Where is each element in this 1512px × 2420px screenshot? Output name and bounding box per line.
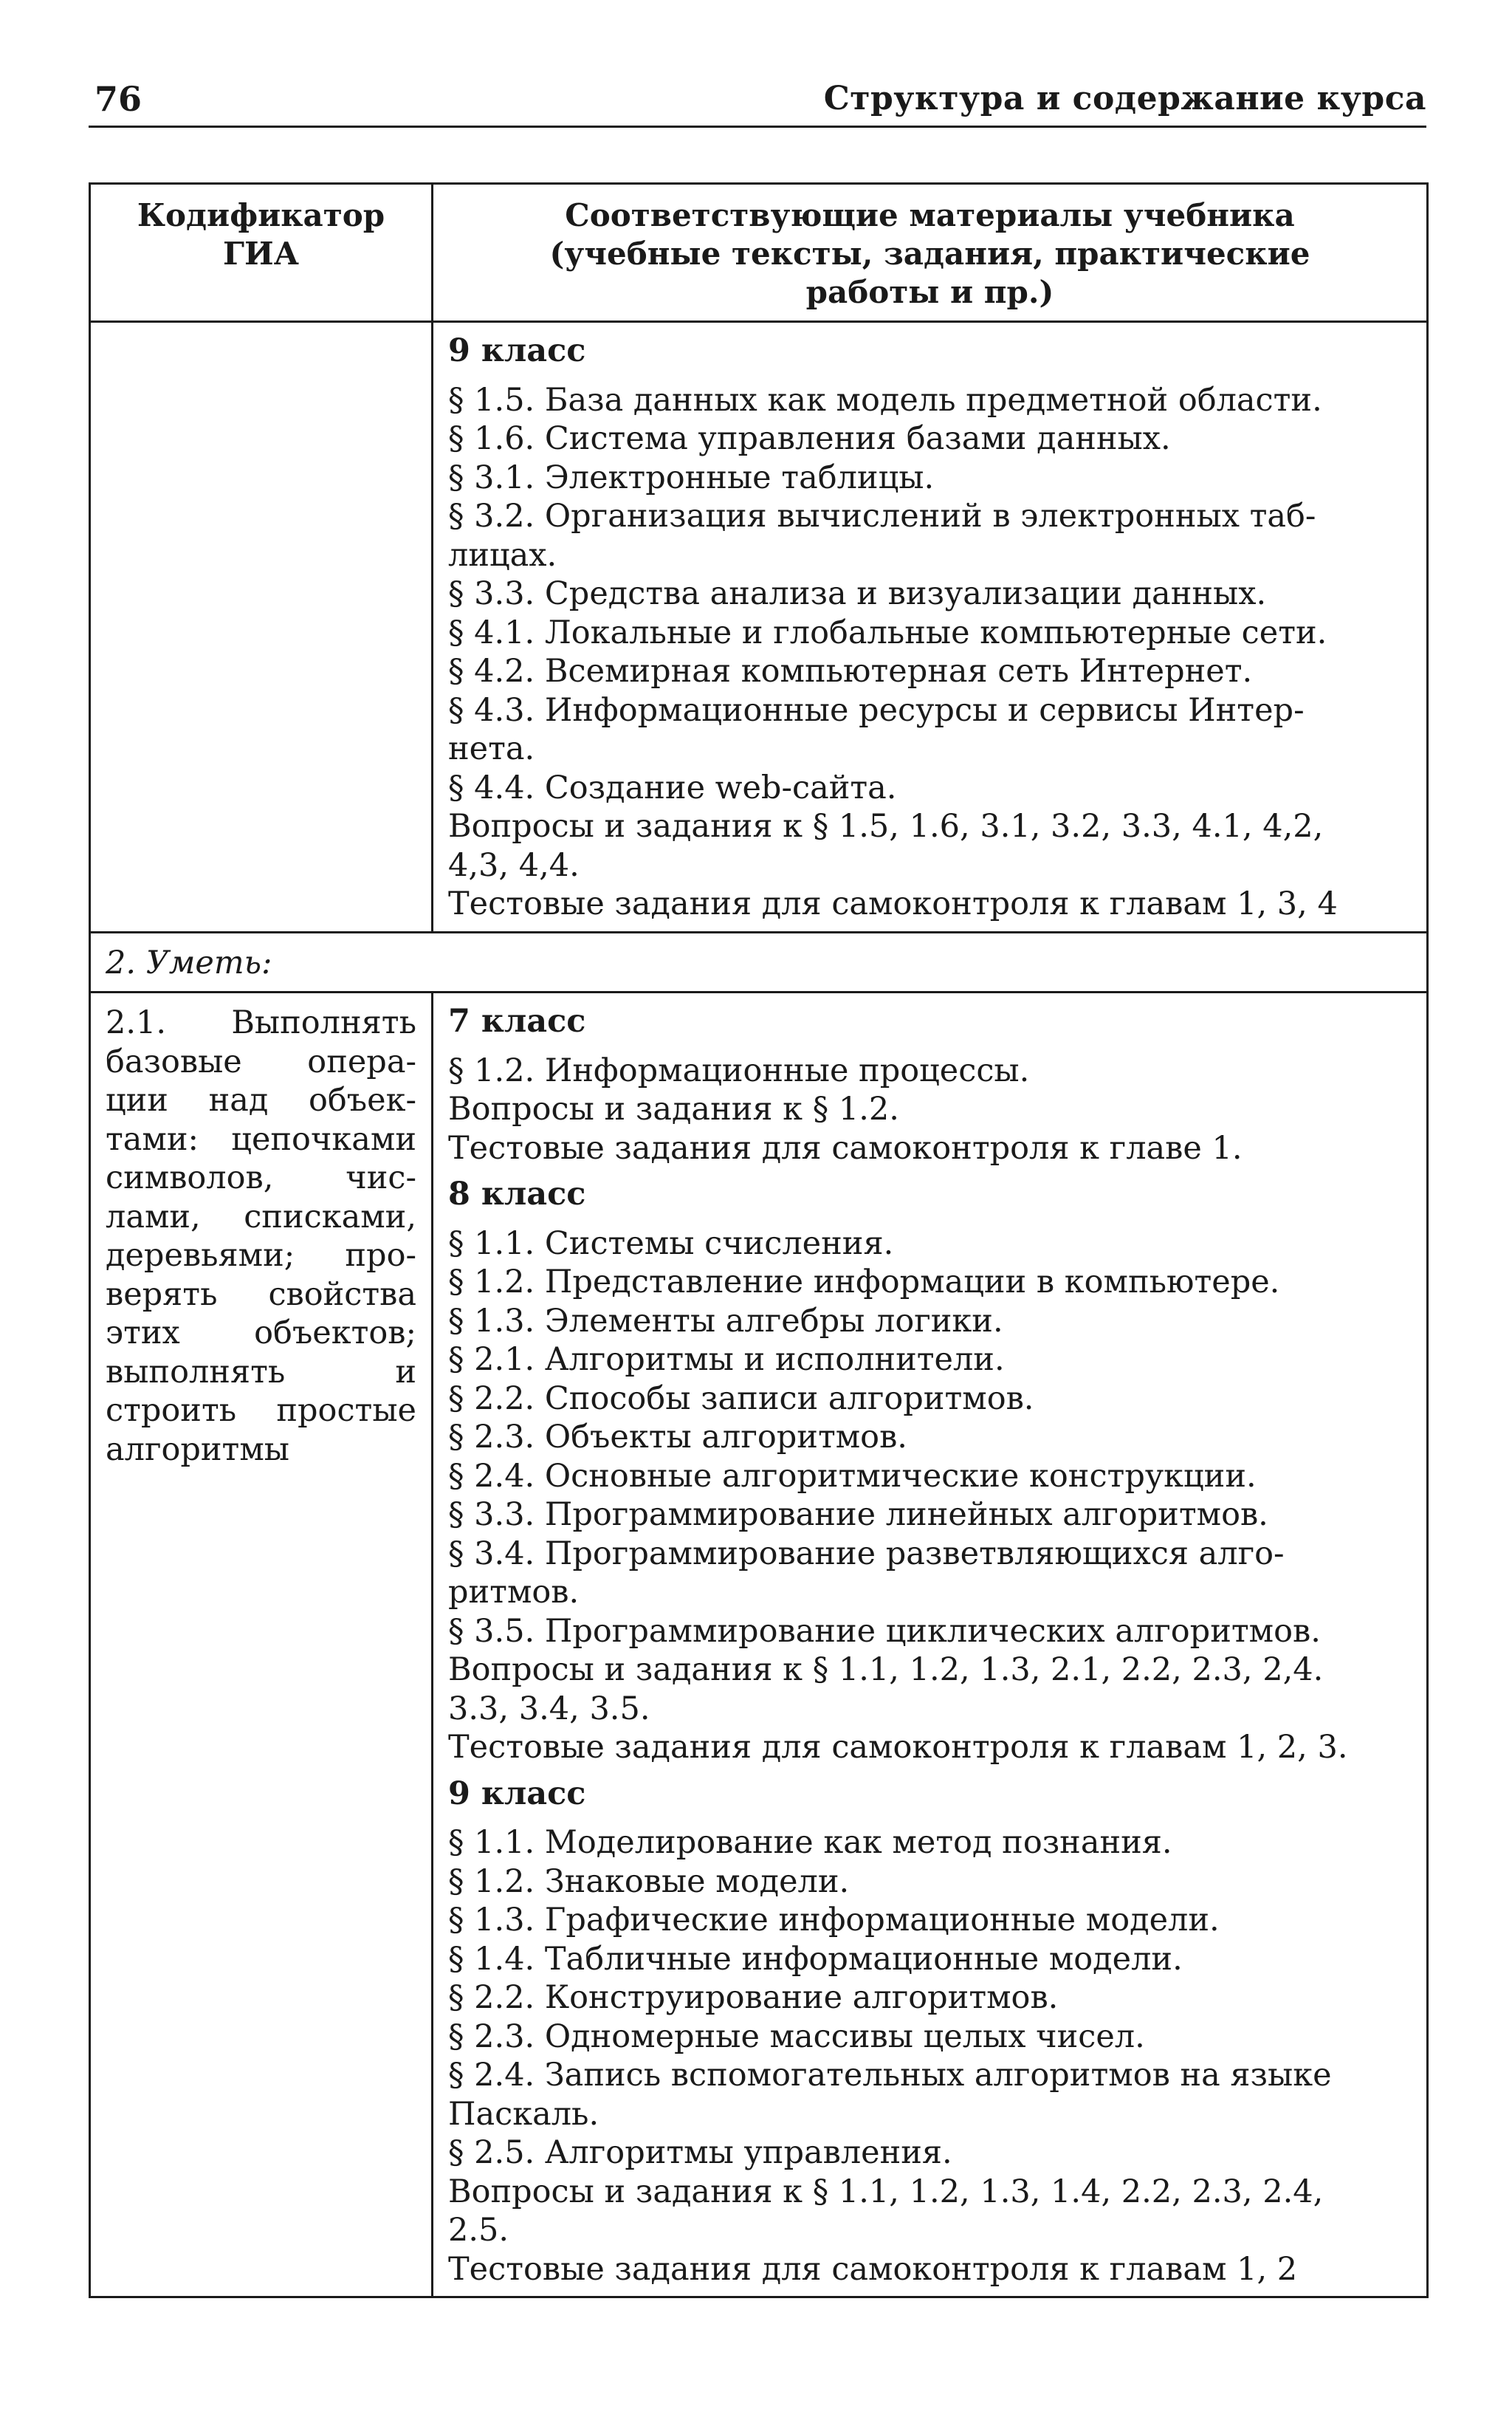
- material-line: Вопросы и задания к § 1.1, 1.2, 1.3, 1.4, 2.2, 2.3, 2.4,: [448, 2173, 1324, 2210]
- material-line: § 2.2. Конструирование алгоритмов.: [448, 1979, 1059, 2016]
- material-line: 2.5.: [448, 2212, 509, 2249]
- material-line: Вопросы и задания к § 1.2.: [448, 1091, 899, 1128]
- material-line: § 1.3. Элементы алгебры логики.: [448, 1302, 1003, 1340]
- material-line: § 1.1. Моделирование как метод познания.: [448, 1824, 1172, 1861]
- material-line: § 4.2. Всемирная компьютерная сеть Интернет.: [448, 653, 1253, 690]
- table-row: [90, 322, 1428, 933]
- grade-heading: 7 класс: [448, 1003, 586, 1040]
- material-line: Тестовые задания для самоконтроля к главе 1.: [448, 1129, 1243, 1167]
- material-line: лицах.: [448, 536, 557, 574]
- material-line: § 2.4. Основные алгоритмические конструкции.: [448, 1457, 1257, 1495]
- material-line: § 4.4. Создание web-сайта.: [448, 769, 897, 806]
- grade-heading: 9 класс: [448, 332, 586, 369]
- material-line: Тестовые задания для самоконтроля к главам 1, 3, 4: [448, 885, 1338, 922]
- column-header-materials: [433, 184, 1428, 322]
- table-row: [90, 993, 1428, 2297]
- column-header-codifier: [90, 184, 433, 322]
- header-line: Соответствующие материалы учебника: [565, 197, 1295, 233]
- running-head: [89, 72, 1426, 128]
- skill-line: выполнять и: [106, 1353, 416, 1391]
- material-line: § 1.6. Система управления базами данных.: [448, 420, 1171, 457]
- header-line: работы и пр.): [805, 274, 1054, 310]
- materials-cell: [433, 322, 1428, 933]
- material-line: Вопросы и задания к § 1.1, 1.2, 1.3, 2.1, 2.2, 2.3, 2,4.: [448, 1651, 1324, 1688]
- material-line: § 2.2. Способы записи алгоритмов.: [448, 1379, 1034, 1417]
- section-row: [90, 932, 1428, 993]
- page-number: 76: [94, 79, 142, 119]
- skill-line: ции над объек-: [106, 1082, 416, 1119]
- material-line: § 4.1. Локальные и глобальные компьютерные сети.: [448, 614, 1327, 651]
- material-line: § 1.1. Системы счисления.: [448, 1224, 894, 1262]
- material-line: § 2.1. Алгоритмы и исполнители.: [448, 1341, 1005, 1378]
- material-line: § 2.3. Объекты алгоритмов.: [448, 1419, 907, 1456]
- skill-line: строить простые: [106, 1392, 416, 1429]
- material-line: § 1.2. Знаковые модели.: [448, 1862, 850, 1900]
- material-line: § 3.5. Программирование циклических алгоритмов.: [448, 1612, 1321, 1650]
- grade-heading: 8 класс: [448, 1176, 586, 1213]
- empty-codifier-cell: [90, 322, 433, 933]
- header-line: Кодификатор: [137, 197, 385, 233]
- skill-line: этих объектов;: [106, 1314, 416, 1351]
- skill-line: верять свойства: [106, 1275, 416, 1313]
- material-line: нета.: [448, 730, 535, 767]
- material-line: ритмов.: [448, 1574, 580, 1611]
- materials-list: [448, 1052, 1412, 1168]
- material-line: § 1.4. Табличные информационные модели.: [448, 1940, 1183, 1978]
- material-line: § 2.5. Алгоритмы управления.: [448, 2134, 952, 2171]
- skill-line: алгоритмы: [106, 1430, 290, 1468]
- material-line: § 1.3. Графические информационные модели.: [448, 1902, 1220, 1939]
- skill-line: тами: цепочками: [106, 1120, 416, 1158]
- material-line: § 4.3. Информационные ресурсы и сервисы Интер-: [448, 691, 1305, 729]
- materials-list: [448, 1224, 1412, 1767]
- material-line: § 1.2. Представление информации в компьютере.: [448, 1264, 1280, 1300]
- material-line: § 1.2. Информационные процессы.: [448, 1052, 1030, 1089]
- skill-line: символов, чис-: [106, 1159, 416, 1196]
- material-line: Тестовые задания для самоконтроля к главам 1, 2: [448, 2250, 1298, 2288]
- section-label: 2. Уметь:: [90, 932, 1428, 993]
- skill-line: деревьями; про-: [106, 1237, 416, 1274]
- material-line: § 3.2. Организация вычислений в электронных таб-: [448, 498, 1316, 535]
- material-line: Паскаль.: [448, 2095, 599, 2133]
- grade-heading: 9 класс: [448, 1775, 586, 1812]
- material-line: § 1.5. База данных как модель предметной области.: [448, 381, 1322, 419]
- skill-line: 2.1. Выполнять: [106, 1004, 416, 1041]
- material-line: Вопросы и задания к § 1.5, 1.6, 3.1, 3.2, 3.3, 4.1, 4,2,: [448, 808, 1324, 845]
- codifier-table: [89, 182, 1429, 2298]
- material-line: § 3.4. Программирование разветвляющихся алго-: [448, 1535, 1285, 1572]
- material-line: § 2.3. Одномерные массивы целых чисел.: [448, 2018, 1145, 2055]
- materials-list: [448, 381, 1412, 924]
- materials-cell: [433, 993, 1428, 2297]
- header-line: ГИА: [223, 236, 299, 272]
- material-line: 3.3, 3.4, 3.5.: [448, 1690, 650, 1727]
- material-line: Тестовые задания для самоконтроля к главам 1, 2, 3.: [448, 1729, 1348, 1766]
- material-line: § 3.1. Электронные таблицы.: [448, 459, 935, 496]
- table-header-row: [90, 184, 1428, 322]
- skill-cell: [90, 993, 433, 2297]
- materials-list: [448, 1823, 1412, 2289]
- material-line: § 3.3. Средства анализа и визуализации данных.: [448, 575, 1267, 612]
- material-line: § 3.3. Программирование линейных алгоритмов.: [448, 1496, 1268, 1533]
- material-line: 4,3, 4,4.: [448, 846, 580, 884]
- skill-line: лами, списками,: [106, 1198, 416, 1235]
- skill-text: [106, 1004, 416, 1469]
- material-line: § 2.4. Запись вспомогательных алгоритмов на языке: [448, 2057, 1332, 2094]
- skill-line: базовые опера-: [106, 1043, 416, 1080]
- header-line: (учебные тексты, задания, практические: [549, 236, 1310, 272]
- running-title: Структура и содержание курса: [823, 80, 1426, 117]
